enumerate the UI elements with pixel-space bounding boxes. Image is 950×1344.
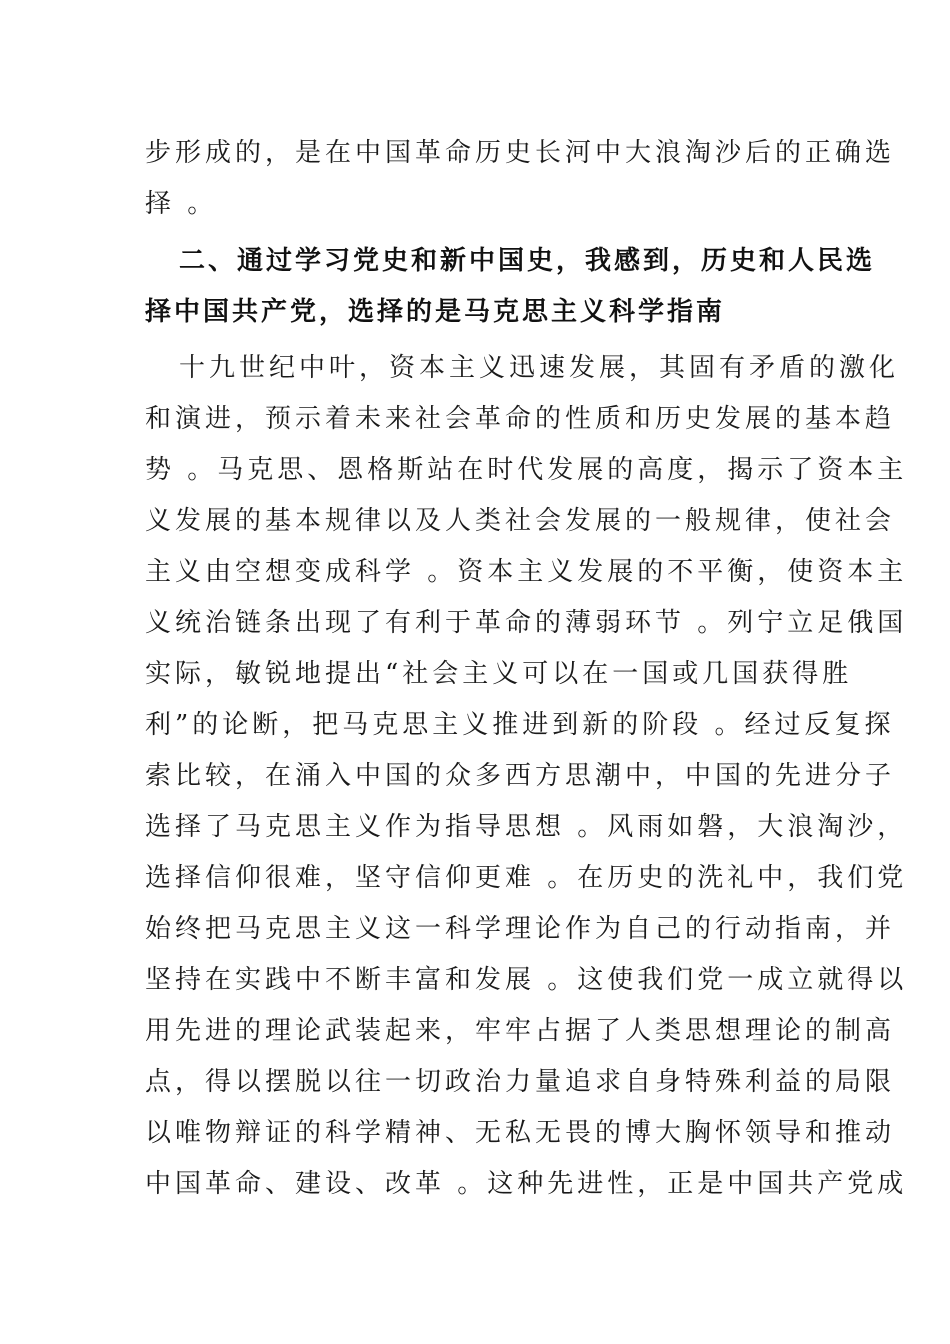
paragraph-line: 中国革命、建设、改革 。这种先进性，正是中国共产党成 <box>145 1169 908 1199</box>
paragraph-line: 实际，敏锐地提出“社会主义可以在一国或几国获得胜 <box>145 659 853 689</box>
paragraph-line: 势 。马克思、恩格斯站在时代发展的高度，揭示了资本主 <box>145 455 908 485</box>
paragraph-line: 义统治链条出现了有利于革命的薄弱环节 。列宁立足俄国 <box>145 608 908 638</box>
section-heading-2 <box>145 236 876 338</box>
paragraph-line: 索比较，在涌入中国的众多西方思潮中，中国的先进分子 <box>145 761 896 791</box>
paragraph-line: 选择了马克思主义作为指导思想 。风雨如磐，大浪淘沙， <box>145 812 908 842</box>
paragraph-line: 点，得以摆脱以往一切政治力量追求自身特殊利益的局限 <box>145 1067 896 1097</box>
paragraph-line: 用先进的理论武装起来，牢牢占据了人类思想理论的制高 <box>145 1016 896 1046</box>
paragraph-line: 和演进，预示着未来社会革命的性质和历史发展的基本趋 <box>145 404 896 434</box>
paragraph-line: 主义由空想变成科学 。资本主义发展的不平衡，使资本主 <box>145 557 908 587</box>
paragraph-line: 坚持在实践中不断丰富和发展 。这使我们党一成立就得以 <box>145 965 908 995</box>
paragraph-line: 选择信仰很难，坚守信仰更难 。在历史的洗礼中，我们党 <box>145 863 908 893</box>
paragraph-line: 始终把马克思主义这一科学理论作为自己的行动指南，并 <box>145 914 896 944</box>
paragraph-line: 义发展的基本规律以及人类社会发展的一般规律，使社会 <box>145 506 896 536</box>
heading-line: 择中国共产党，选择的是马克思主义科学指南 <box>145 297 726 327</box>
paragraph-line: 利”的论断，把马克思主义推进到新的阶段 。经过反复探 <box>145 710 895 740</box>
paragraph-line: 步形成的，是在中国革命历史长河中大浪淘沙后的正确选 <box>145 138 896 168</box>
paragraph-line: 择 。 <box>145 189 218 219</box>
heading-line: 二、通过学习党史和新中国史，我感到，历史和人民选 <box>179 246 876 276</box>
body-paragraph <box>145 343 908 1210</box>
paragraph-line: 以唯物辩证的科学精神、无私无畏的博大胸怀领导和推动 <box>145 1118 896 1148</box>
paragraph-line: 十九世纪中叶，资本主义迅速发展，其固有矛盾的激化 <box>179 353 900 383</box>
paragraph-continued <box>145 128 896 230</box>
